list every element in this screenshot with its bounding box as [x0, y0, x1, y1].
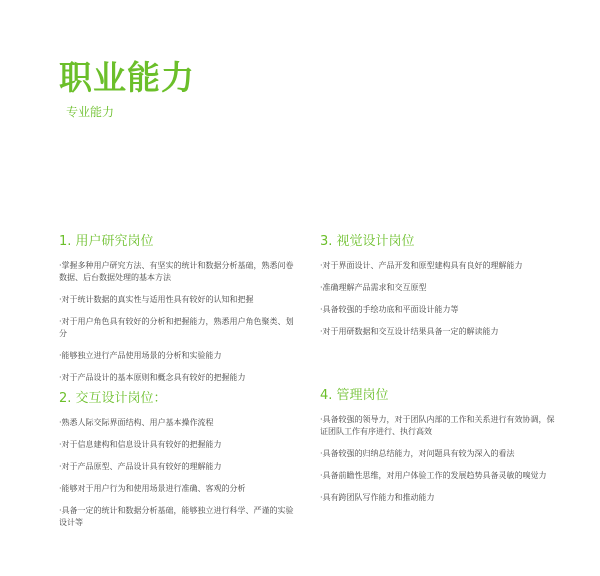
- list-item: ·对于产品原型、产品设计具有较好的理解能力: [59, 462, 222, 471]
- page-subtitle: 专业能力: [66, 105, 115, 119]
- list-item: ·能够独立进行产品使用场景的分析和实验能力: [59, 351, 222, 360]
- section-heading: 2. 交互设计岗位：: [59, 391, 167, 406]
- list-item: ·对于统计数据的真实性与适用性具有较好的认知和把握: [59, 295, 254, 304]
- list-item: ·掌握多种用户研究方法、有坚实的统计和数据分析基础，熟悉问卷数据、后台数据处理的基本方法: [59, 261, 294, 282]
- section-heading: 1. 用户研究岗位: [59, 234, 154, 249]
- list-item: ·准确理解产品需求和交互原型: [320, 283, 427, 292]
- list-item: ·具备较强的手绘功底和平面设计能力等: [320, 305, 459, 314]
- list-item: ·熟悉人际交际界面结构、用户基本操作流程: [59, 418, 214, 427]
- section-heading: 3. 视觉设计岗位: [320, 234, 415, 249]
- list-item: ·对于界面设计、产品开发和原型建构具有良好的理解能力: [320, 261, 523, 270]
- list-item: ·具备一定的统计和数据分析基础，能够独立进行科学、严谨的实验设计等: [59, 506, 294, 527]
- list-item: ·对于产品设计的基本原则和概念具有较好的把握能力: [59, 373, 246, 382]
- list-item: ·具有跨团队写作能力和推动能力: [320, 493, 435, 502]
- list-item: ·对于用户角色具有较好的分析和把握能力，熟悉用户角色聚类、划分: [59, 317, 294, 338]
- list-item: ·具备前瞻性思维，对用户体验工作的发展趋势具备灵敏的嗅觉力: [320, 471, 547, 480]
- section-interaction-design: [59, 391, 295, 539]
- section-user-research: [59, 234, 295, 394]
- page-title: 职业能力: [59, 58, 195, 97]
- list-item: ·具备较强的归纳总结能力，对问题具有较为深入的看法: [320, 449, 515, 458]
- section-management: [320, 388, 556, 514]
- section-heading: 4. 管理岗位: [320, 388, 389, 403]
- list-item: ·具备较强的领导力，对于团队内部的工作和关系进行有效协调，保证团队工作有序进行、执行高效: [320, 415, 555, 436]
- list-item: ·对于信息建构和信息设计具有较好的把握能力: [59, 440, 222, 449]
- section-visual-design: [320, 234, 556, 348]
- list-item: ·能够对于用户行为和使用场景进行准确、客观的分析: [59, 484, 246, 493]
- list-item: ·对于用研数据和交互设计结果具备一定的解读能力: [320, 327, 499, 336]
